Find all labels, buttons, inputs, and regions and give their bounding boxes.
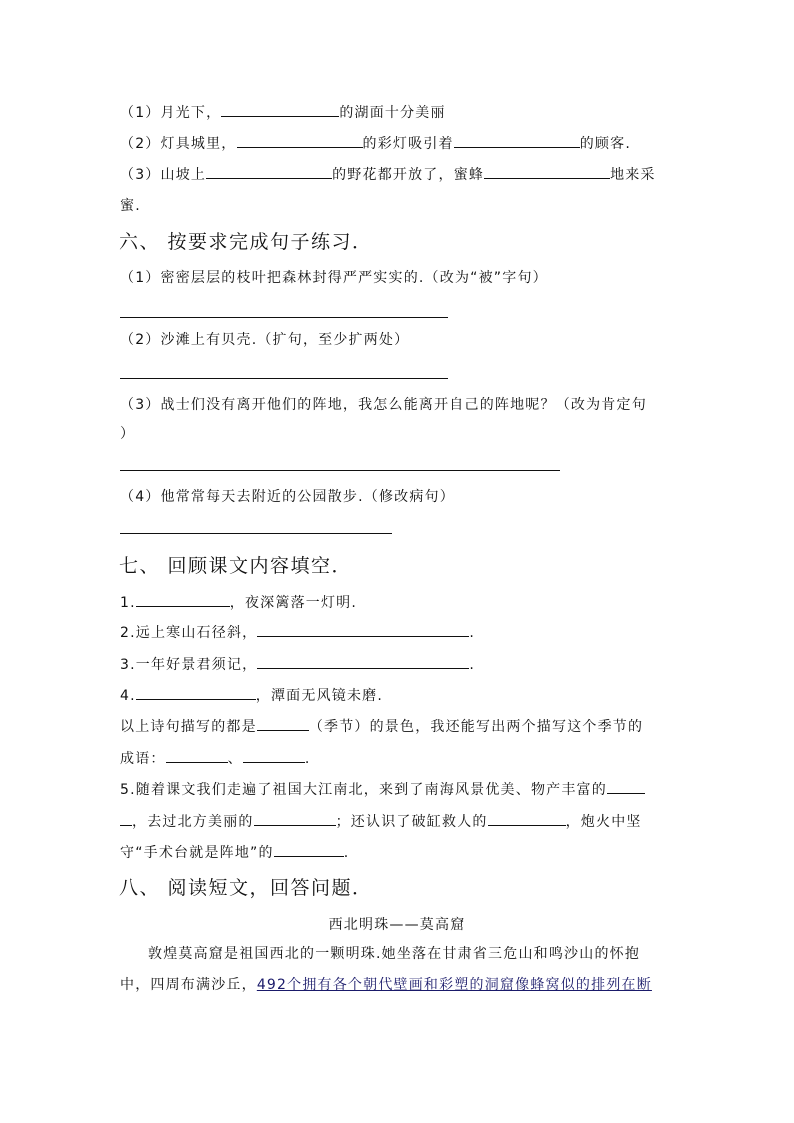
text-review-line-2-a: ，去过北方美丽的 [132,814,254,830]
text-review-line-2-c: ，炮火中坚 [565,814,642,830]
answer-blank[interactable] [120,811,132,826]
s6-question-3: （3）战士们没有离开他们的阵地，我怎么能离开自己的阵地呢？（改为肯定句 [120,397,647,413]
poem-line-3 [120,654,475,675]
text-review-question-text: 5.随着课文我们走遍了祖国大江南北，来到了南海风景优美、物产丰富的 [120,782,607,798]
answer-line[interactable] [120,317,448,318]
fill-item-3-text: （3）山坡上 [120,167,207,183]
season-question-text: 以上诗句描写的都是 [120,719,257,735]
poem-line-3-text: 3.一年好景君须记， [120,657,258,673]
passage-title: 西北明珠——莫高窟 [328,917,466,933]
answer-blank[interactable] [136,685,256,700]
answer-line[interactable] [120,378,448,379]
poem-line-4-text: ，潭面无风镜未磨. [255,688,384,704]
poem-line-2-tail: . [469,625,476,641]
text-review-line-3-text: 守“手术台就是阵地”的 [120,845,274,861]
answer-blank[interactable] [484,164,610,179]
answer-blank[interactable] [257,716,309,731]
poem-line-2-text: 2.远上寒山石径斜， [120,625,258,641]
text-review-line-3-tail: . [343,845,350,861]
answer-blank[interactable] [257,654,469,669]
fill-item-3-continued: 蜜. [120,198,141,214]
answer-blank[interactable] [274,842,344,857]
fill-item-3 [120,164,656,185]
poem-line-4-number: 4. [120,688,136,704]
poem-line-1 [120,592,357,613]
answer-blank[interactable] [607,779,645,794]
text-review-question [120,779,645,800]
fill-item-2-mid: 的彩灯吸引着 [362,136,454,152]
poem-line-4 [120,685,383,706]
text-review-question-line-2 [120,811,642,832]
text-review-question-line-3 [120,842,349,863]
s6-question-3-continued: ） [120,426,136,442]
poem-line-3-tail: . [469,657,476,673]
s6-question-4: （4）他常常每天去附近的公园散步.（修改病句） [120,489,455,505]
answer-blank[interactable] [136,592,230,607]
fill-item-2-tail: 的顾客. [579,136,631,152]
answer-blank[interactable] [166,748,228,763]
answer-blank[interactable] [206,164,332,179]
fill-item-3-tail: 地来采 [610,167,656,183]
passage-line-1: 敦煌莫高窟是祖国西北的一颗明珠.她坐落在甘肃省三危山和鸣沙山的怀抱 [148,946,641,962]
fill-item-3-mid: 的野花都开放了，蜜蜂 [332,167,485,183]
s6-question-1: （1）密密层层的枝叶把森林封得严严实实的.（改为“被”字句） [120,270,548,286]
answer-blank[interactable] [254,811,336,826]
passage-line-2-text: 中，四周布满沙丘， [120,977,257,993]
idiom-separator: 、 [227,751,243,767]
fill-item-1-text: （1）月光下， [120,105,222,121]
fill-item-2-text: （2）灯具城里， [120,136,237,152]
section-8-heading: 八、 阅读短文，回答问题． [119,877,373,899]
text-review-line-2-b: ；还认识了破缸救人的 [335,814,488,830]
idiom-question-text: 成语： [120,751,166,767]
passage-line-2 [120,975,652,995]
answer-blank[interactable] [237,133,363,148]
answer-blank[interactable] [221,102,339,117]
answer-blank[interactable] [488,811,566,826]
answer-blank[interactable] [454,133,580,148]
poem-line-2 [120,622,475,643]
passage-underlined-sentence: 492个拥有各个朝代壁画和彩塑的洞窟像蜂窝似的排列在断 [256,977,652,993]
section-6-heading: 六、 按要求完成句子练习． [119,231,373,253]
fill-item-2 [120,133,631,154]
season-question-tail: （季节）的景色，我还能写出两个描写这个季节的 [308,719,644,735]
poem-line-1-number: 1. [120,595,136,611]
answer-blank[interactable] [243,748,305,763]
fill-item-1-tail: 的湖面十分美丽 [339,105,446,121]
section-7-heading: 七、 回顾课文内容填空． [119,555,353,577]
poem-line-1-text: ，夜深篱落一灯明. [229,595,358,611]
idiom-question-tail: . [304,751,311,767]
answer-line[interactable] [120,533,392,534]
fill-item-1 [120,102,446,123]
idiom-question [120,748,310,769]
answer-line[interactable] [120,470,560,471]
answer-blank[interactable] [257,622,469,637]
season-question [120,716,643,737]
s6-question-2: （2）沙滩上有贝壳.（扩句，至少扩两处） [120,332,410,348]
